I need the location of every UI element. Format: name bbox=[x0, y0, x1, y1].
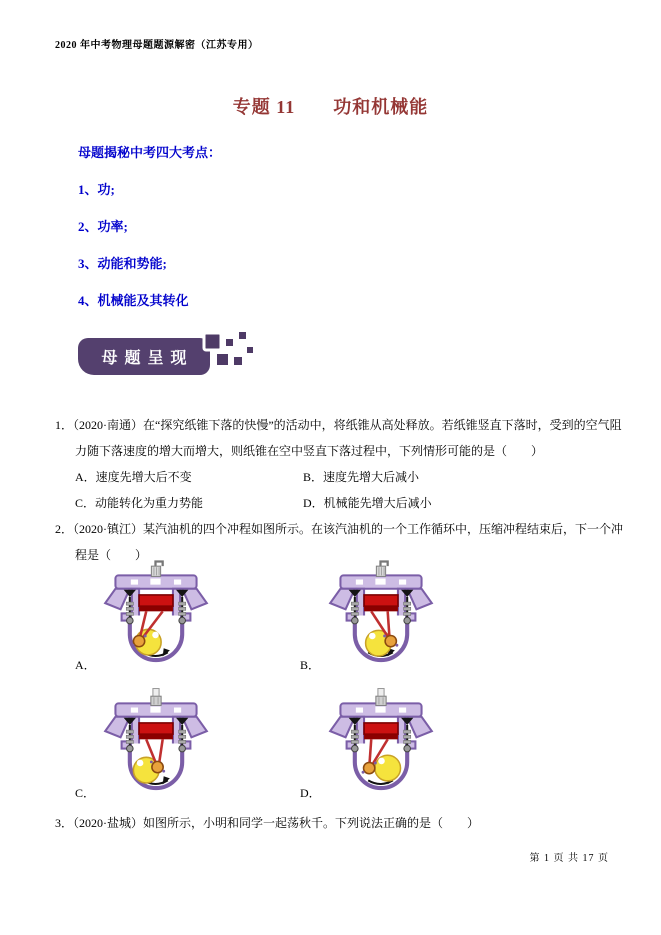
question-3-text: 3．（2020·盐城）如图所示，小明和同学一起荡秋千。下列说法正确的是（ ） bbox=[55, 816, 479, 830]
option-b: B．速度先增大后减小 bbox=[303, 470, 420, 484]
question-1-options bbox=[75, 464, 615, 516]
document-header: 2020 年中考物理母题题源解密（江苏专用） bbox=[55, 40, 259, 51]
figure-label-a: A． bbox=[75, 658, 96, 672]
section-badge-label: 母题呈现 bbox=[78, 338, 210, 375]
figure-label-b: B． bbox=[300, 658, 321, 672]
key-points-heading: 母题揭秘中考四大考点： bbox=[78, 145, 222, 160]
engine-figure-d bbox=[326, 688, 436, 803]
figure-cell-d bbox=[300, 688, 525, 803]
key-point-item: 1、功; bbox=[78, 182, 115, 197]
figure-cell-a bbox=[75, 560, 300, 675]
key-point-item: 4、机械能及其转化 bbox=[78, 293, 189, 308]
section-badge bbox=[78, 336, 248, 384]
option-d: D．机械能先增大后减小 bbox=[303, 496, 432, 510]
option-c: C．动能转化为重力势能 bbox=[75, 496, 204, 510]
figure-label-d: D． bbox=[300, 786, 321, 800]
pixel-blocks-icon bbox=[192, 330, 258, 380]
key-points-section bbox=[78, 146, 498, 331]
page-title: 专题 11 功和机械能 bbox=[232, 97, 429, 117]
figure-cell-c bbox=[75, 688, 300, 803]
question-2-figures bbox=[75, 560, 615, 816]
figure-label-c: C． bbox=[75, 786, 96, 800]
option-a: A．速度先增大后不变 bbox=[75, 470, 192, 484]
engine-figure-c bbox=[101, 688, 211, 803]
question-1-text: 1．（2020·南通）在“探究纸锥下落的快慢”的活动中，将纸锥从高处释放。若纸锥竖直下落时，受到的空气阻力随下落速度的增大而增大，则纸锥在空中竖直下落过程中，下列情形可能的是（ ） bbox=[55, 418, 622, 458]
key-point-item: 3、动能和势能; bbox=[78, 256, 167, 271]
engine-figure-a bbox=[101, 560, 211, 675]
figure-cell-b bbox=[300, 560, 525, 675]
page-number: 第 1 页 共 17 页 bbox=[529, 853, 609, 864]
key-point-item: 2、功率; bbox=[78, 219, 128, 234]
question-2-text: 2．（2020·镇江）某汽油机的四个冲程如图所示。在该汽油机的一个工作循环中，压缩冲程结束后，下一个冲程是（ ） bbox=[55, 522, 624, 562]
engine-figure-b bbox=[326, 560, 436, 675]
